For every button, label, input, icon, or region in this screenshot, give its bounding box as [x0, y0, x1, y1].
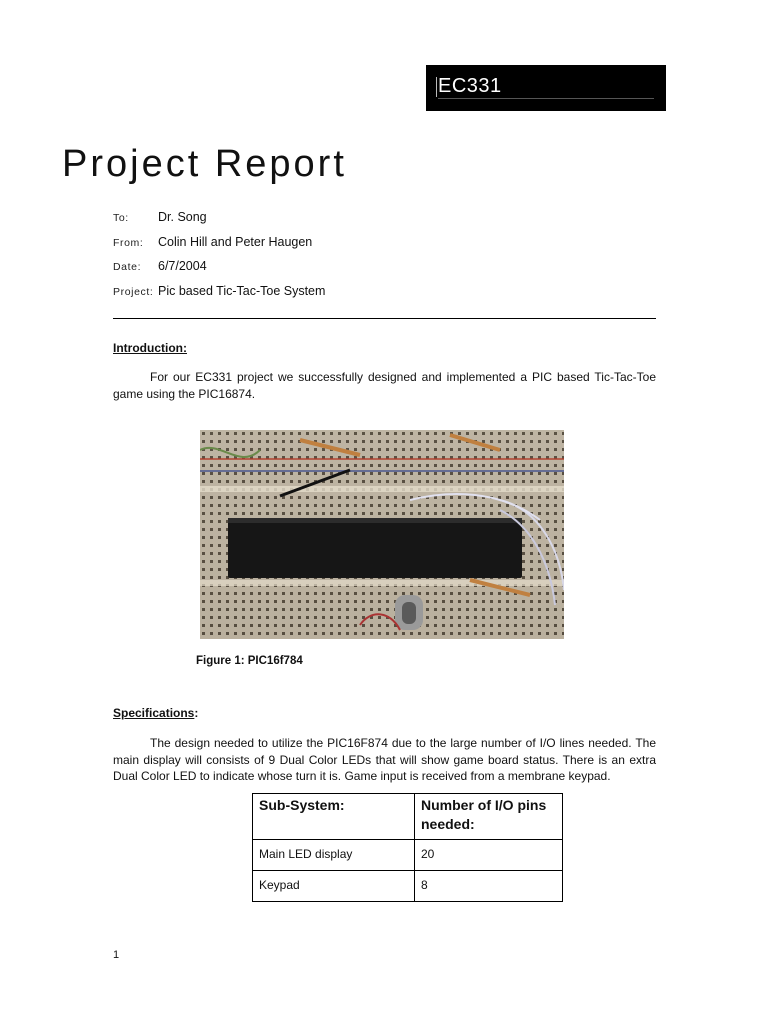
memo-value: Colin Hill and Peter Haugen [158, 234, 313, 249]
table-cell: Main LED display [253, 840, 415, 871]
table-cell: Keypad [253, 871, 415, 902]
document-title: Project Report [62, 143, 347, 185]
specifications-paragraph: The design needed to utilize the PIC16F874 due to the large number of I/O lines needed. The main display will consists of 9 Dual Color LEDs that will show game board status. There is an extra Dual Color LED to indicate whose turn it is. Game input is received from a membrane keypad. [113, 736, 656, 783]
memo-value: 6/7/2004 [158, 259, 207, 273]
table-header-cell: Number of I/O pins needed: [415, 794, 563, 840]
specifications-heading-text: Specifications [113, 706, 195, 720]
specifications-heading-colon: : [194, 706, 199, 720]
page-number: 1 [113, 949, 120, 961]
specifications-heading [113, 706, 198, 720]
memo-value: Dr. Song [158, 210, 207, 224]
memo-header [113, 210, 325, 308]
table-header-cell: Sub-System: [253, 794, 415, 840]
text-caret [436, 77, 437, 97]
memo-row-to [113, 210, 325, 235]
table-cell: 8 [415, 871, 563, 902]
memo-row-from [113, 235, 325, 260]
table-cell: 20 [415, 840, 563, 871]
memo-row-date [113, 259, 325, 284]
header-divider [113, 318, 656, 319]
memo-label: Date: [113, 261, 142, 273]
course-code-underline [438, 98, 654, 99]
memo-label: From: [113, 236, 144, 249]
breadboard-photo [200, 430, 564, 639]
course-code-box [426, 65, 666, 111]
memo-value: Pic based Tic-Tac-Toe System [158, 283, 326, 298]
memo-label: Project: [113, 285, 154, 298]
introduction-heading: Introduction: [113, 341, 187, 355]
introduction-paragraph: For our EC331 project we successfully designed and implemented a PIC based Tic-Tac-Toe game using the PIC16874. [113, 370, 656, 401]
io-pins-table [252, 793, 563, 902]
course-code: EC331 [438, 75, 502, 97]
memo-label: To: [113, 212, 129, 224]
figure-caption: Figure 1: PIC16f784 [196, 655, 303, 667]
table-header-row [253, 794, 563, 840]
table-row [253, 871, 563, 902]
table-row [253, 840, 563, 871]
memo-row-project [113, 284, 325, 309]
